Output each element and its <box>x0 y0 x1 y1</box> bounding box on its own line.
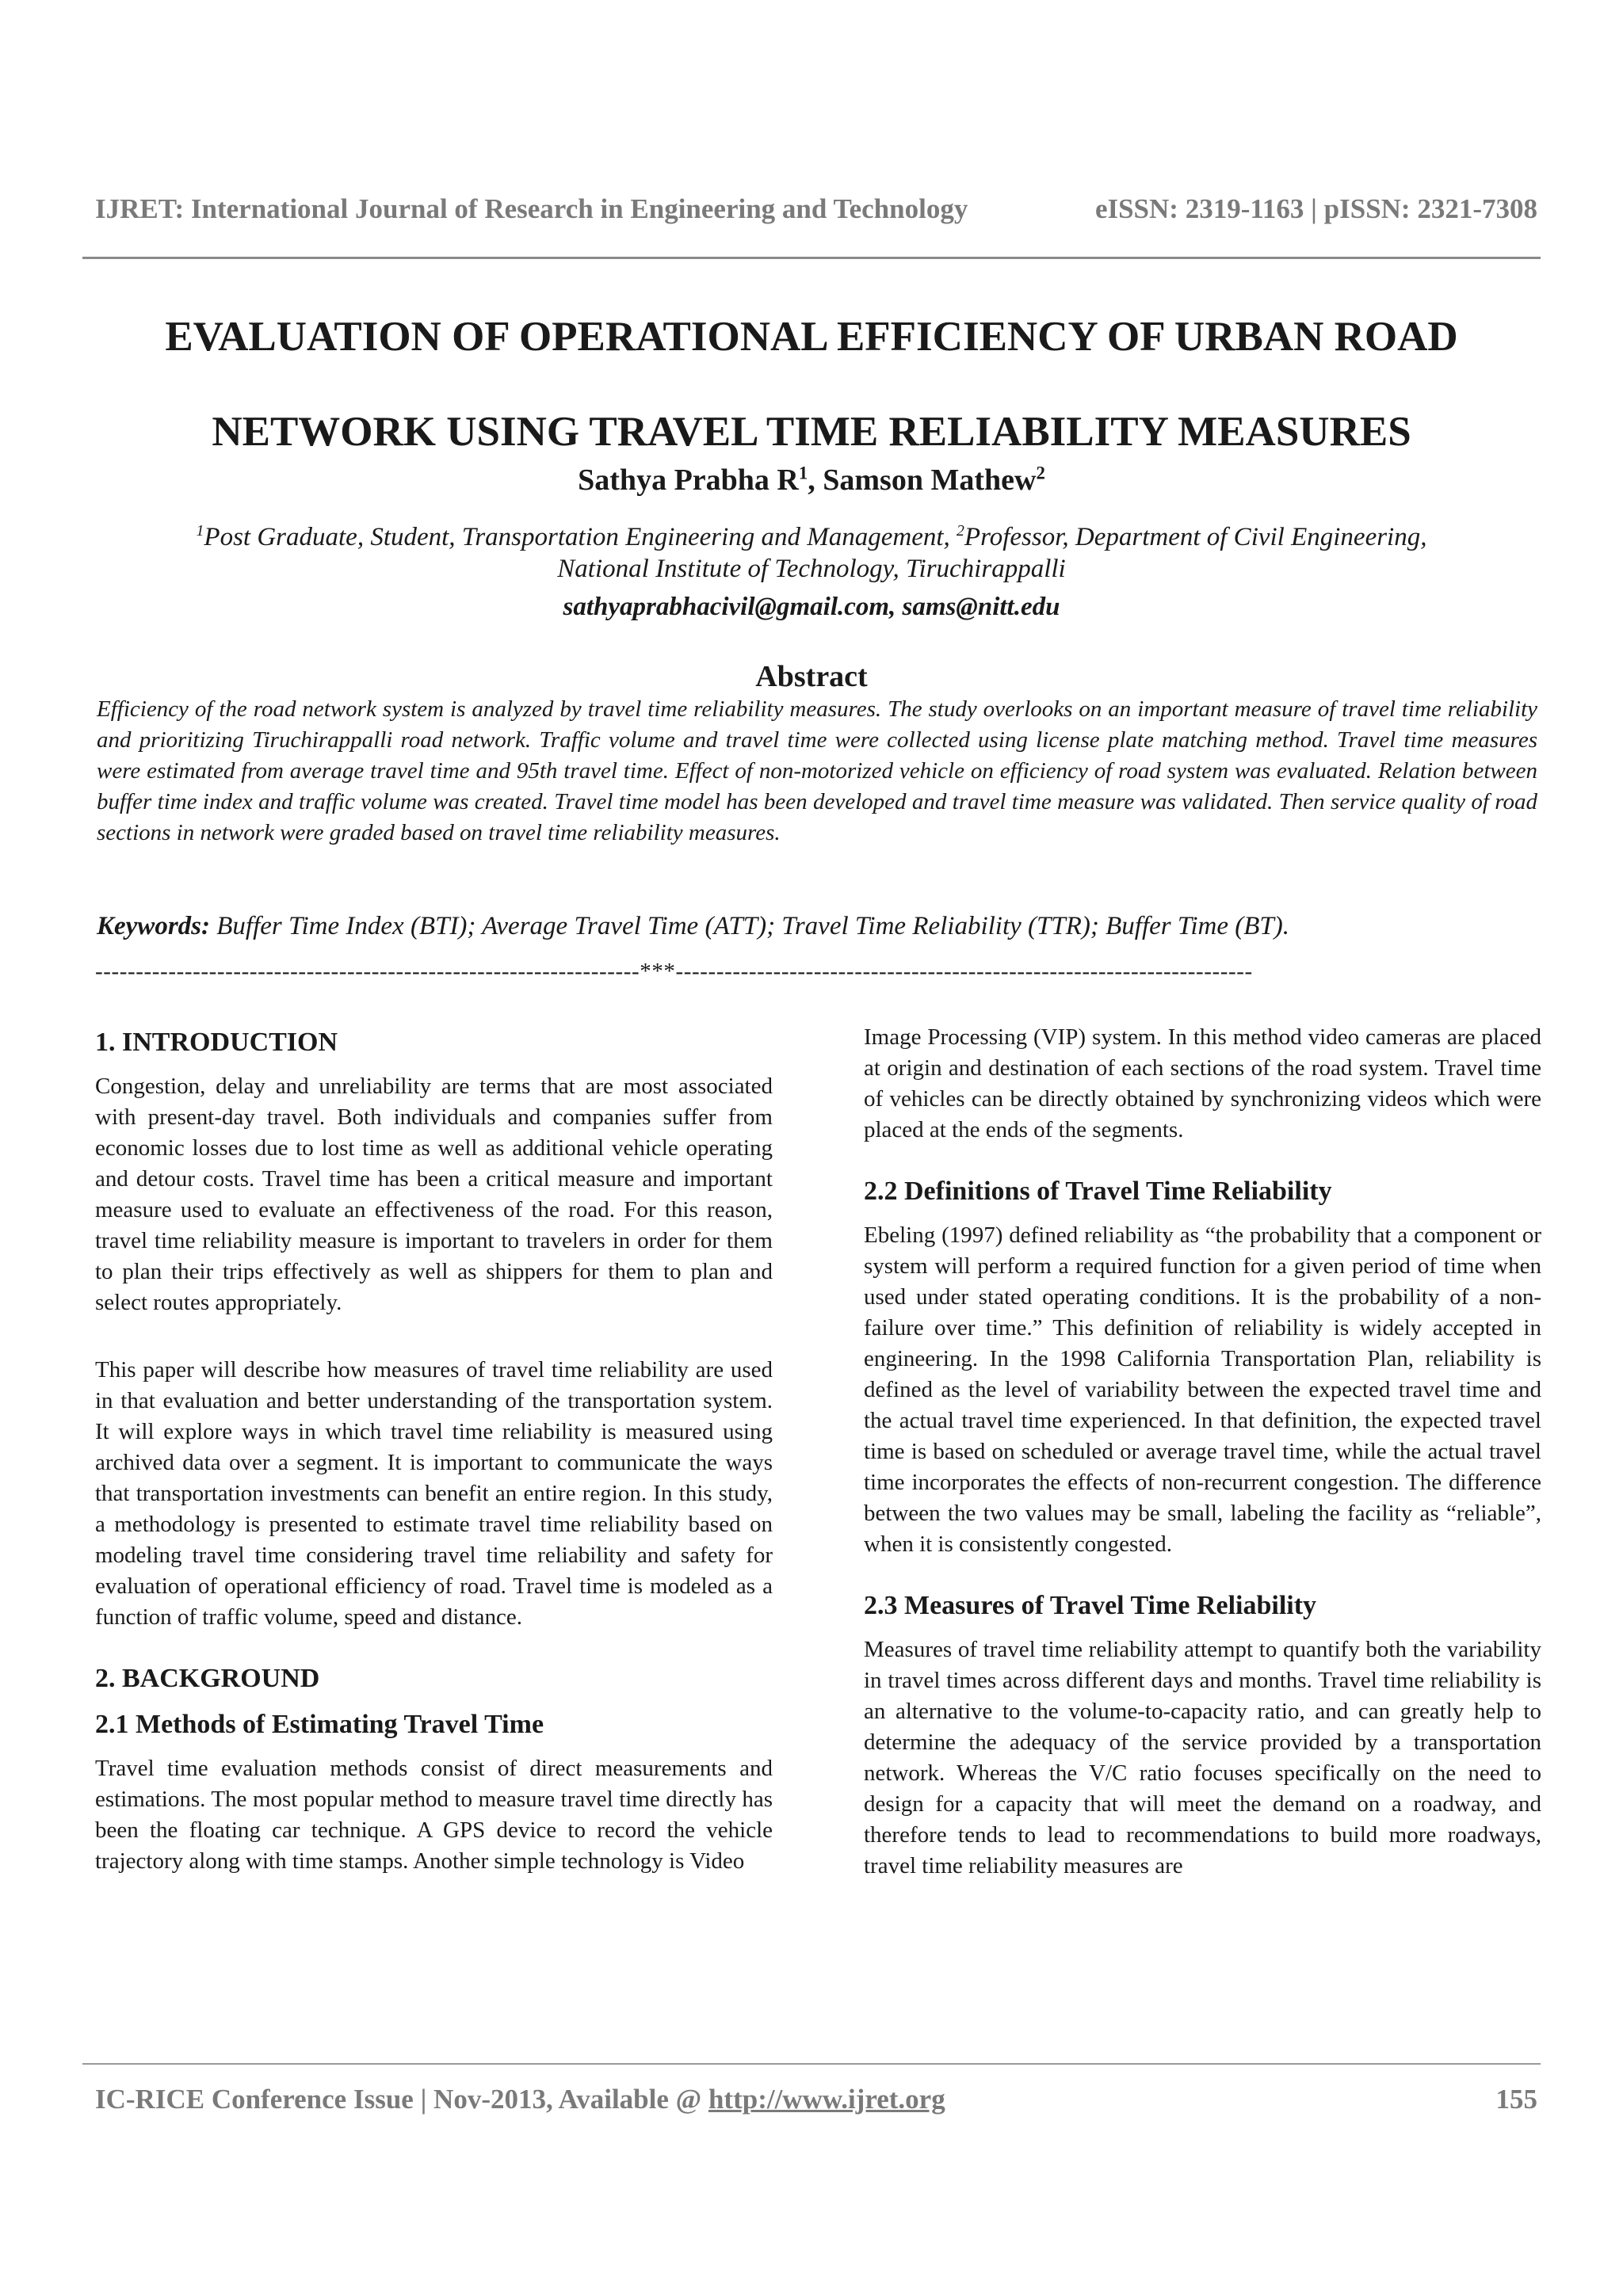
author-separator: , <box>808 463 823 497</box>
page-footer <box>95 2084 1537 2115</box>
section-2-heading: 2. BACKGROUND <box>95 1664 320 1693</box>
author-1: Sathya Prabha R <box>578 463 799 497</box>
running-header <box>95 193 1537 225</box>
right-column <box>864 1022 1541 1882</box>
author-list <box>82 463 1541 498</box>
section-2-3-heading: 2.3 Measures of Travel Time Reliability <box>864 1591 1317 1620</box>
paper-title <box>82 289 1541 479</box>
section-2-1-paragraph: Travel time evaluation methods consist of direct measurements and estimations. The most popular method to measure travel time directly has been the floating car technique. A GPS device to record the vehicle trajectory along with time stamps. Another simple technology is Video <box>95 1756 773 1874</box>
section-1-heading: 1. INTRODUCTION <box>95 1028 338 1057</box>
page-number: 155 <box>1495 2084 1537 2115</box>
journal-issn: eISSN: 2319-1163 | pISSN: 2321-7308 <box>1094 193 1537 224</box>
keywords-label: Keywords: <box>97 912 210 940</box>
footer-issue <box>95 2084 945 2115</box>
author-1-affil-mark: 1 <box>798 463 808 483</box>
header-rule <box>82 257 1541 259</box>
section-separator: -------------------------------------------------------------------***----------------------------------------------------------------------- <box>95 959 1253 984</box>
abstract-heading: Abstract <box>755 660 868 693</box>
journal-name: IJRET: International Journal of Research in Engineering and Technology <box>95 193 968 224</box>
footer-issue-text: IC-RICE Conference Issue | Nov-2013, Available @ <box>95 2084 708 2115</box>
affil-2-mark: 2 <box>957 522 964 540</box>
keywords-text: Buffer Time Index (BTI); Average Travel Time (ATT); Travel Time Reliability (TTR); Buffer Time (BT). <box>210 912 1290 940</box>
left-column <box>95 1025 773 1877</box>
keywords <box>97 912 1537 941</box>
title-line-2: NETWORK USING TRAVEL TIME RELIABILITY MEASURES <box>212 409 1411 455</box>
author-2: Samson Mathew <box>823 463 1037 497</box>
affiliations <box>82 521 1541 585</box>
section-1-paragraph-1: Congestion, delay and unreliability are terms that are most associated with present-day travel. Both individuals and companies suffer from economic losses due to lost time as well as additional vehicle operating and detour costs. Travel time has been a critical measure and important measure used to evaluate an effectiveness of the road. For this reason, travel time reliability measure is important to travelers in order for them to plan their trips effectively as well as shippers for them to plan and select routes appropriately. <box>95 1074 773 1315</box>
author-2-affil-mark: 2 <box>1036 463 1045 483</box>
affil-institution: National Institute of Technology, Tiruchirappalli <box>557 555 1066 583</box>
section-2-2-heading: 2.2 Definitions of Travel Time Reliability <box>864 1177 1332 1206</box>
author-emails: sathyaprabhacivil@gmail.com, sams@nitt.edu <box>563 593 1060 621</box>
affil-1: Post Graduate, Student, Transportation Engineering and Management, <box>204 523 957 551</box>
section-2-1-heading: 2.1 Methods of Estimating Travel Time <box>95 1710 544 1739</box>
affil-1-mark: 1 <box>196 522 204 540</box>
section-2-2-paragraph: Ebeling (1997) defined reliability as “the probability that a component or system will perform a required function for a given period of time when used under stated operating conditions. It is the probability of a non-failure over time.” This definition of reliability is widely accepted in engineering. In the 1998 California Transportation Plan, reliability is defined as the level of variability between the expected travel time and the actual travel time experienced. In that definition, the expected travel time is based on scheduled or average travel time, while the actual travel time incorporates the effects of non-recurrent congestion. The difference between the two values may be small, labeling the facility as “reliable”, when it is consistently congested. <box>864 1222 1541 1557</box>
section-2-1-continued: Image Processing (VIP) system. In this method video cameras are placed at origin and destination of each sections of the road system. Travel time of vehicles can be directly obtained by synchronizing videos which were placed at the ends of the segments. <box>864 1024 1541 1142</box>
title-line-1: EVALUATION OF OPERATIONAL EFFICIENCY OF URBAN ROAD <box>165 314 1458 360</box>
footer-rule <box>82 2063 1541 2065</box>
section-1-paragraph-2: This paper will describe how measures of travel time reliability are used in that evaluation and better understanding of the transportation system. It will explore ways in which travel time reliability is measured using archived data over a segment. It is important to communicate the ways that transportation investments can benefit an entire region. In this study, a methodology is presented to estimate travel time reliability based on modeling travel time considering travel time reliability and safety for evaluation of operational efficiency of road. Travel time is modeled as a function of traffic volume, speed and distance. <box>95 1357 773 1630</box>
affil-2: Professor, Department of Civil Engineering, <box>964 523 1427 551</box>
journal-link[interactable]: http://www.ijret.org <box>708 2084 945 2115</box>
abstract-text: Efficiency of the road network system is analyzed by travel time reliability measures. The study overlooks on an important measure of travel time reliability and prioritizing Tiruchirappalli road network. Traffic volume and travel time were collected using license plate matching method. Travel time measures were estimated from average travel time and 95th travel time. Effect of non-motorized vehicle on efficiency of road system was evaluated. Relation between buffer time index and traffic volume was created. Travel time model has been developed and travel time measure was validated. Then service quality of road sections in network were graded based on travel time reliability measures. <box>97 696 1537 845</box>
section-2-3-paragraph: Measures of travel time reliability attempt to quantify both the variability in travel times across different days and months. Travel time reliability is an alternative to the volume-to-capacity ratio, and can greatly help to determine the adequacy of the service provided by a transportation network. Whereas the V/C ratio focuses specifically on the need to design for a capacity that will meet the demand on a roadway, and therefore tends to lead to recommendations to build more roadways, travel time reliability measures are <box>864 1637 1541 1878</box>
